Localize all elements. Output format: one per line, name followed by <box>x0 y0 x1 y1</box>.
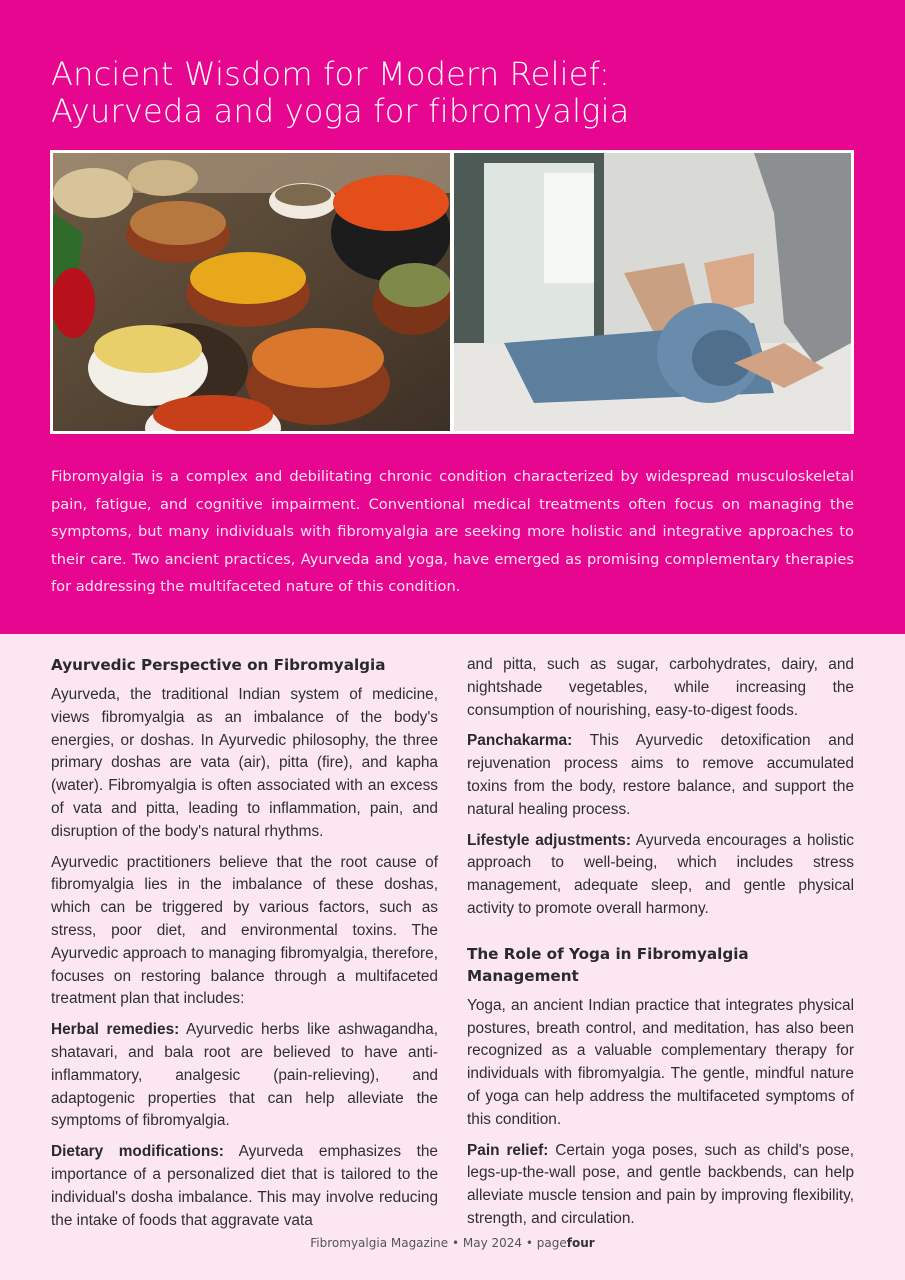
panchakarma-label: Panchakarma: <box>467 732 573 750</box>
pain-relief-item <box>467 1140 854 1231</box>
herbal-remedies-text: Ayurvedic herbs like ashwagandha, shatavari, and bala root are believed to have anti-inflammatory, analgesic (pain-relieving), and adaptogenic properties that can help alleviate the symptoms of fibromyalgia. <box>51 1021 438 1130</box>
pain-relief-text: Certain yoga poses, such as child's pose, legs-up-the-wall pose, and gentle backbends, can help alleviate muscle tension and pain by improving flexibility, strength, and circulation. <box>467 1141 854 1227</box>
spices-photo <box>53 153 450 431</box>
section-heading-yoga: The Role of Yoga in Fibromyalgia Management <box>467 944 749 985</box>
herbal-remedies-label: Herbal remedies: <box>51 1021 180 1039</box>
panchakarma-item <box>467 730 854 821</box>
footer-date: May 2024 <box>462 1236 523 1250</box>
page-title <box>51 56 871 130</box>
herbal-remedies-item <box>51 1019 438 1133</box>
photo-frame <box>50 150 854 434</box>
left-column <box>51 654 438 1240</box>
section-heading-ayurvedic: Ayurvedic Perspective on Fibromyalgia <box>51 656 386 674</box>
lifestyle-item <box>467 830 854 921</box>
header-banner <box>0 0 905 634</box>
footer-page-number: four <box>566 1236 595 1250</box>
right-column <box>467 654 854 1239</box>
footer-page-prefix: page <box>536 1236 567 1250</box>
lifestyle-text: Ayurveda encourages a holistic approach to well-being, which includes stress management, adequate sleep, and gentle physical activity to promote overall harmony. <box>467 831 854 917</box>
ayurveda-paragraph-2: Ayurvedic practitioners believe that the root cause of fibromyalgia lies in the imbalance of these doshas, which can be triggered by various factors, such as stress, poor diet, and environmental toxins. The Ayurvedic approach to managing fibromyalgia, therefore, focuses on restoring balance through a multifaceted treatment plan that includes: <box>51 853 438 1008</box>
intro-paragraph: Fibromyalgia is a complex and debilitating chronic condition characterized by widespread musculoskeletal pain, fatigue, and cognitive impairment. Conventional medical treatments often focus on managing the symptoms, but many individuals with fibromyalgia are seeking more holistic and integrative approaches to their care. Two ancient practices, Ayurveda and yoga, have emerged as promising complementary therapies for addressing the multifaceted nature of this condition. <box>51 468 854 595</box>
dietary-modifications-continued: and pitta, such as sugar, carbohydrates, dairy, and nightshade vegetables, while increasing the consumption of nourishing, easy-to-digest foods. <box>467 656 854 719</box>
dietary-modifications-text: Ayurveda emphasizes the importance of a personalized diet that is tailored to the individual's dosha imbalance. This may involve reducing the intake of foods that aggravate vata <box>51 1143 438 1229</box>
footer-magazine: Fibromyalgia Magazine <box>310 1236 449 1250</box>
title-line-2: Ayurveda and yoga for fibromyalgia <box>51 92 630 130</box>
footer-separator-2: • <box>525 1236 533 1250</box>
dietary-modifications-label: Dietary modifications: <box>51 1143 224 1161</box>
pain-relief-label: Pain relief: <box>467 1141 549 1159</box>
title-line-1: Ancient Wisdom for Modern Relief: <box>51 55 610 93</box>
yoga-paragraph-1: Yoga, an ancient Indian practice that integrates physical postures, breath control, and meditation, has also been recognized as a valuable complementary therapy for individuals with fibromyalgia. The gentle, mindful nature of yoga can help address the multifaceted symptoms of this condition. <box>467 996 854 1128</box>
panchakarma-text: This Ayurvedic detoxification and rejuvenation process aims to remove accumulated toxins from the body, restore balance, and support the natural healing process. <box>467 732 854 818</box>
ayurveda-paragraph-1: Ayurveda, the traditional Indian system of medicine, views fibromyalgia as an imbalance of the body's energies, or doshas. In Ayurvedic philosophy, the three primary doshas are vata (air), pitta (fire), and kapha (water). Fibromyalgia is often associated with an excess of vata and pitta, leading to inflammation, pain, and disruption of the body's natural rhythms. <box>51 686 438 840</box>
yoga-mat-photo <box>454 153 851 431</box>
dietary-modifications-item <box>51 1141 438 1232</box>
footer-separator-1: • <box>451 1236 460 1250</box>
page-footer <box>0 1236 905 1250</box>
lifestyle-label: Lifestyle adjustments: <box>467 831 631 849</box>
